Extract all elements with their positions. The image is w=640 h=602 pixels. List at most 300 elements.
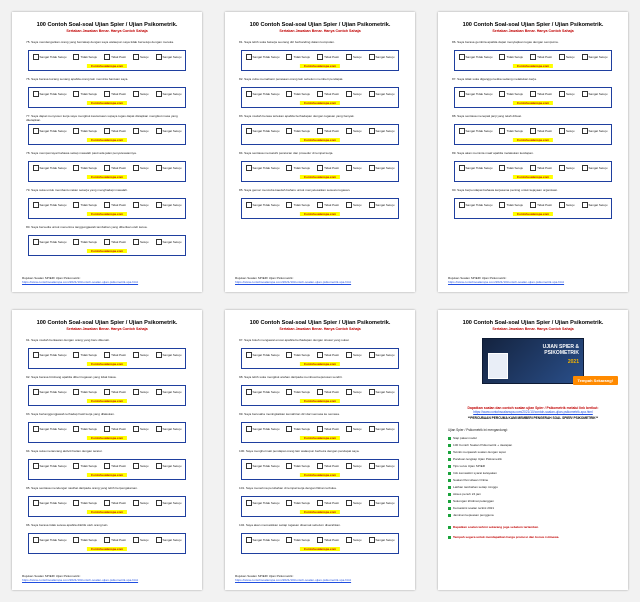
answer-box [28,348,186,369]
checkbox-icon[interactable] [499,128,505,134]
answer-option[interactable] [104,426,126,432]
checkbox-icon[interactable] [33,54,39,60]
answer-option[interactable] [369,165,395,171]
answer-option[interactable] [346,463,362,469]
checkbox-icon[interactable] [73,54,79,60]
checkbox-icon[interactable] [346,54,352,60]
answer-option[interactable] [33,128,67,134]
checkbox-icon[interactable] [156,239,162,245]
answer-option[interactable] [104,500,126,506]
checkbox-icon[interactable] [530,128,536,134]
answer-option[interactable] [317,389,339,395]
checkbox-icon[interactable] [33,389,39,395]
answer-option[interactable] [499,202,523,208]
answer-option[interactable] [156,91,182,97]
checkbox-icon[interactable] [133,500,139,506]
checkbox-icon[interactable] [286,389,292,395]
answer-option[interactable] [317,463,339,469]
answer-option[interactable] [33,389,67,395]
checkbox-icon[interactable] [286,463,292,469]
question-text: 88. Saya sentiasa menepati janji yang telah dibuat. [452,114,522,118]
answer-option[interactable] [73,91,97,97]
checkbox-icon[interactable] [317,128,323,134]
checkbox-icon[interactable] [559,202,565,208]
checkbox-icon[interactable] [346,91,352,97]
checkbox-icon[interactable] [104,463,110,469]
checkbox-icon[interactable] [286,128,292,134]
footer-link[interactable]: https://www.contohsoalanspa.com/2021/10/contoh-soalan-ujian-psikometrik-spa.html [22,578,139,582]
option-label: Setuju [139,129,149,133]
answer-option[interactable] [369,426,395,432]
answer-option[interactable] [369,463,395,469]
checkbox-icon[interactable] [73,91,79,97]
answer-option[interactable] [559,202,575,208]
answer-option[interactable] [286,463,310,469]
checkbox-icon[interactable] [73,128,79,134]
checkbox-icon[interactable] [369,500,375,506]
checkbox-icon[interactable] [33,202,39,208]
answer-option[interactable] [33,91,67,97]
answer-option[interactable] [156,202,182,208]
checkbox-icon[interactable] [369,165,375,171]
checkbox-icon[interactable] [33,91,39,97]
answer-option[interactable] [246,389,280,395]
checkbox-icon[interactable] [156,352,162,358]
checkbox-icon[interactable] [459,128,465,134]
checkbox-icon[interactable] [246,128,252,134]
answer-option[interactable] [246,91,280,97]
option-label: Sangat Tidak Setuju [252,353,280,357]
checkbox-icon[interactable] [346,128,352,134]
checkbox-icon[interactable] [286,352,292,358]
checkbox-icon[interactable] [133,352,139,358]
answer-option[interactable] [133,202,149,208]
answer-option[interactable] [246,54,280,60]
answer-option[interactable] [73,202,97,208]
answer-option[interactable] [156,389,182,395]
answer-option[interactable] [104,463,126,469]
checkbox-icon[interactable] [133,239,139,245]
answer-option[interactable] [559,91,575,97]
answer-option[interactable] [346,500,362,506]
checkbox-icon[interactable] [246,537,252,543]
checkbox-icon[interactable] [73,537,79,543]
answer-option[interactable] [156,463,182,469]
checkbox-icon[interactable] [459,91,465,97]
answer-option[interactable] [33,202,67,208]
checkbox-icon[interactable] [369,91,375,97]
checkbox-icon[interactable] [73,426,79,432]
checkbox-icon[interactable] [133,537,139,543]
answer-option[interactable] [582,91,608,97]
answer-option[interactable] [104,239,126,245]
checkbox-icon[interactable] [33,128,39,134]
answer-option[interactable] [156,500,182,506]
answer-option[interactable] [33,500,67,506]
checkbox-icon[interactable] [33,537,39,543]
checkbox-icon[interactable] [104,128,110,134]
order-now-button[interactable]: Tempah Sekarang! [573,376,619,385]
checkbox-icon[interactable] [459,165,465,171]
answer-option[interactable] [104,128,126,134]
answer-option[interactable] [499,165,523,171]
checkbox-icon[interactable] [104,165,110,171]
answer-option[interactable] [530,165,552,171]
answer-option[interactable] [530,54,552,60]
answer-option[interactable] [530,128,552,134]
answer-option[interactable] [369,537,395,543]
answer-option[interactable] [286,54,310,60]
answer-option[interactable] [33,54,67,60]
answer-option[interactable] [104,352,126,358]
answer-option[interactable] [133,389,149,395]
checkbox-icon[interactable] [246,91,252,97]
checkbox-icon[interactable] [346,352,352,358]
checkbox-icon[interactable] [133,165,139,171]
checkbox-icon[interactable] [317,426,323,432]
answer-option[interactable] [286,128,310,134]
option-label: Tidak Setuju [293,501,311,505]
answer-option[interactable] [156,426,182,432]
answer-option[interactable] [156,537,182,543]
answer-option[interactable] [317,54,339,60]
checkbox-icon[interactable] [156,91,162,97]
answer-option[interactable] [246,352,280,358]
answer-option[interactable] [346,426,362,432]
checkbox-icon[interactable] [530,202,536,208]
checkbox-icon[interactable] [559,165,565,171]
answer-option[interactable] [459,54,493,60]
answer-option[interactable] [459,202,493,208]
option-label: Tidak Pasti [111,538,126,542]
answer-option[interactable] [346,537,362,543]
answer-option[interactable] [559,128,575,134]
checkbox-icon[interactable] [73,165,79,171]
answer-option[interactable] [286,352,310,358]
checkbox-icon[interactable] [133,426,139,432]
answer-option[interactable] [104,165,126,171]
answer-option[interactable] [369,54,395,60]
answer-option[interactable] [369,202,395,208]
checkbox-icon[interactable] [246,165,252,171]
answer-option[interactable] [286,500,310,506]
answer-option[interactable] [346,165,362,171]
answer-option[interactable] [369,500,395,506]
answer-option[interactable] [133,165,149,171]
answer-option[interactable] [246,165,280,171]
checkbox-icon[interactable] [346,202,352,208]
checkbox-icon[interactable] [459,202,465,208]
footer-link[interactable]: https://www.contohsoalanspa.com/2021/10/contoh-soalan-ujian-psikometrik-spa.html [235,578,352,582]
checkbox-icon[interactable] [73,239,79,245]
answer-option[interactable] [73,128,97,134]
checkbox-icon[interactable] [582,128,588,134]
answer-option[interactable] [156,352,182,358]
checkbox-icon[interactable] [133,54,139,60]
checkbox-icon[interactable] [346,537,352,543]
checkbox-icon[interactable] [246,352,252,358]
answer-option[interactable] [582,128,608,134]
answer-option[interactable] [156,239,182,245]
answer-option[interactable] [559,54,575,60]
checkbox-icon[interactable] [104,202,110,208]
answer-option[interactable] [133,128,149,134]
check-icon [448,472,451,475]
checkbox-icon[interactable] [246,500,252,506]
answer-option[interactable] [33,165,67,171]
answer-option[interactable] [104,54,126,60]
checkbox-icon[interactable] [346,500,352,506]
checkbox-icon[interactable] [317,537,323,543]
answer-option[interactable] [346,389,362,395]
checkbox-icon[interactable] [104,389,110,395]
watermark-badge: Contohsoalanspa.com [87,138,127,143]
checkbox-icon[interactable] [369,352,375,358]
checkbox-icon[interactable] [73,202,79,208]
answer-option[interactable] [156,54,182,60]
checkbox-icon[interactable] [346,165,352,171]
checkbox-icon[interactable] [286,202,292,208]
checkbox-icon[interactable] [33,463,39,469]
answer-option[interactable] [104,389,126,395]
checkbox-icon[interactable] [286,165,292,171]
checkbox-icon[interactable] [133,128,139,134]
answer-option[interactable] [73,54,97,60]
answer-option[interactable] [104,537,126,543]
answer-option[interactable] [33,426,67,432]
answer-option[interactable] [246,426,280,432]
answer-option[interactable] [133,463,149,469]
answer-option[interactable] [33,352,67,358]
checkbox-icon[interactable] [73,500,79,506]
footer-link[interactable]: https://www.contohsoalanspa.com/2021/10/contoh-soalan-ujian-psikometrik-spa.html [22,280,139,284]
answer-option[interactable] [317,500,339,506]
answer-option[interactable] [156,128,182,134]
checkbox-icon[interactable] [156,165,162,171]
checkbox-icon[interactable] [156,54,162,60]
answer-option[interactable] [286,165,310,171]
answer-option[interactable] [286,389,310,395]
footer-link[interactable]: https://www.contohsoalanspa.com/2021/10/contoh-soalan-ujian-psikometrik-spa.html [448,280,565,284]
checkbox-icon[interactable] [346,389,352,395]
checkbox-icon[interactable] [104,352,110,358]
answer-option[interactable] [346,91,362,97]
answer-option[interactable] [133,352,149,358]
answer-option[interactable] [246,537,280,543]
checkbox-icon[interactable] [156,426,162,432]
checkbox-icon[interactable] [156,463,162,469]
answer-option[interactable] [286,426,310,432]
checkbox-icon[interactable] [369,202,375,208]
answer-option[interactable] [246,463,280,469]
answer-option[interactable] [459,128,493,134]
download-link[interactable]: https://www.contohsoalanspa.com/2021/10/contoh-soalan-ujian-psikometrik-spa.html [473,410,593,415]
option-label: Tidak Setuju [506,55,524,59]
answer-option[interactable] [317,91,339,97]
checkbox-icon[interactable] [156,389,162,395]
answer-option[interactable] [530,91,552,97]
answer-option[interactable] [104,91,126,97]
checkbox-icon[interactable] [499,91,505,97]
answer-option[interactable] [499,54,523,60]
checkbox-icon[interactable] [286,500,292,506]
answer-option[interactable] [346,54,362,60]
checkbox-icon[interactable] [156,500,162,506]
footer-label: Rujukan Soalan SPIER/ Ujian Psikometrik: [22,574,81,578]
answer-option[interactable] [133,537,149,543]
checkbox-icon[interactable] [530,91,536,97]
checkbox-icon[interactable] [317,165,323,171]
answer-option[interactable] [582,202,608,208]
answer-option[interactable] [317,202,339,208]
answer-option[interactable] [286,537,310,543]
checkbox-icon[interactable] [346,426,352,432]
checkbox-icon[interactable] [499,165,505,171]
answer-option[interactable] [104,202,126,208]
checkbox-icon[interactable] [156,202,162,208]
answer-option[interactable] [369,128,395,134]
answer-option[interactable] [133,91,149,97]
option-label: Tidak Setuju [293,203,311,207]
checkbox-icon[interactable] [317,500,323,506]
answer-option[interactable] [499,91,523,97]
answer-option[interactable] [33,537,67,543]
answer-option[interactable] [133,426,149,432]
checkbox-icon[interactable] [369,426,375,432]
checkbox-icon[interactable] [104,54,110,60]
checkbox-icon[interactable] [133,91,139,97]
checkbox-icon[interactable] [104,91,110,97]
answer-option[interactable] [73,463,97,469]
checkbox-icon[interactable] [582,202,588,208]
answer-option[interactable] [582,54,608,60]
answer-option[interactable] [73,165,97,171]
answer-option[interactable] [459,165,493,171]
checkbox-icon[interactable] [73,463,79,469]
checkbox-icon[interactable] [286,426,292,432]
answer-option[interactable] [73,426,97,432]
checkbox-icon[interactable] [286,91,292,97]
answer-option[interactable] [317,128,339,134]
checkbox-icon[interactable] [559,54,565,60]
checkbox-icon[interactable] [73,389,79,395]
checkbox-icon[interactable] [246,389,252,395]
answer-option[interactable] [246,202,280,208]
answer-option[interactable] [133,500,149,506]
checkbox-icon[interactable] [559,128,565,134]
checkbox-icon[interactable] [33,239,39,245]
answer-option[interactable] [246,128,280,134]
checkbox-icon[interactable] [369,463,375,469]
checkbox-icon[interactable] [104,537,110,543]
answer-option[interactable] [530,202,552,208]
checkbox-icon[interactable] [317,352,323,358]
checkbox-icon[interactable] [104,239,110,245]
checkbox-icon[interactable] [33,165,39,171]
answer-option[interactable] [369,352,395,358]
checkbox-icon[interactable] [133,202,139,208]
answer-option[interactable] [73,500,97,506]
checkbox-icon[interactable] [246,202,252,208]
answer-option[interactable] [133,54,149,60]
checkbox-icon[interactable] [369,54,375,60]
answer-option[interactable] [369,91,395,97]
checkbox-icon[interactable] [317,463,323,469]
checkbox-icon[interactable] [246,463,252,469]
checkbox-icon[interactable] [33,500,39,506]
checkbox-icon[interactable] [530,165,536,171]
checkbox-icon[interactable] [582,91,588,97]
checkbox-icon[interactable] [156,537,162,543]
answer-option[interactable] [286,202,310,208]
answer-option[interactable] [369,389,395,395]
checkbox-icon[interactable] [156,128,162,134]
checkbox-icon[interactable] [286,54,292,60]
checkbox-icon[interactable] [369,537,375,543]
answer-option[interactable] [317,165,339,171]
answer-option[interactable] [499,128,523,134]
checkbox-icon[interactable] [317,202,323,208]
checkbox-icon[interactable] [286,537,292,543]
answer-option[interactable] [317,426,339,432]
option-label: Sangat Tidak Setuju [252,203,280,207]
checkbox-icon[interactable] [133,389,139,395]
answer-option[interactable] [346,128,362,134]
checkbox-icon[interactable] [317,54,323,60]
checkbox-icon[interactable] [459,54,465,60]
checkbox-icon[interactable] [346,463,352,469]
checkbox-icon[interactable] [530,54,536,60]
checkbox-icon[interactable] [104,500,110,506]
checkbox-icon[interactable] [133,463,139,469]
answer-option[interactable] [559,165,575,171]
checkbox-icon[interactable] [582,165,588,171]
answer-option[interactable] [346,352,362,358]
checkbox-icon[interactable] [246,426,252,432]
checkbox-icon[interactable] [499,202,505,208]
answer-option[interactable] [73,537,97,543]
checkbox-icon[interactable] [369,389,375,395]
answer-option[interactable] [286,91,310,97]
checkbox-icon[interactable] [369,128,375,134]
answer-option[interactable] [73,352,97,358]
answer-option[interactable] [582,165,608,171]
answer-option[interactable] [459,91,493,97]
checkbox-icon[interactable] [317,91,323,97]
checkbox-icon[interactable] [582,54,588,60]
footer-link[interactable]: https://www.contohsoalanspa.com/2021/10/contoh-soalan-ujian-psikometrik-spa.html [235,280,352,284]
checkbox-icon[interactable] [499,54,505,60]
checkbox-icon[interactable] [33,352,39,358]
answer-option[interactable] [317,352,339,358]
checkbox-icon[interactable] [559,91,565,97]
checkbox-icon[interactable] [246,54,252,60]
answer-option[interactable] [317,537,339,543]
package-item [448,484,618,491]
checkbox-icon[interactable] [33,426,39,432]
checkbox-icon[interactable] [73,352,79,358]
answer-option[interactable] [73,389,97,395]
answer-option[interactable] [33,463,67,469]
answer-option[interactable] [246,500,280,506]
checkbox-icon[interactable] [104,426,110,432]
answer-option[interactable] [33,239,67,245]
checkbox-icon[interactable] [317,389,323,395]
answer-option[interactable] [133,239,149,245]
answer-option[interactable] [346,202,362,208]
answer-option[interactable] [156,165,182,171]
answer-option[interactable] [73,239,97,245]
